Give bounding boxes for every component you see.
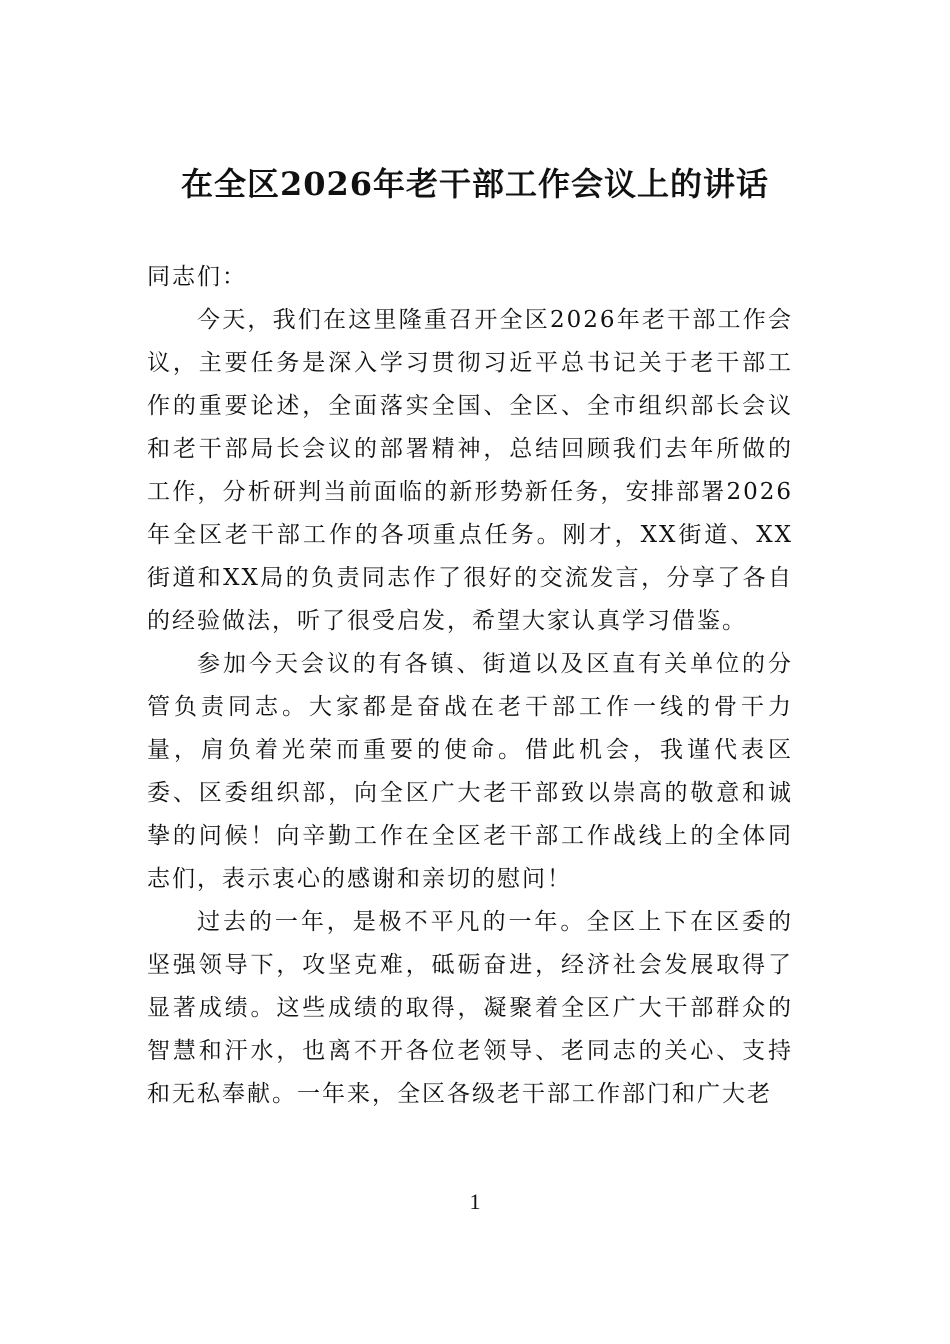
salutation: 同志们：: [147, 264, 247, 290]
paragraph-review: 过去的一年，是极不平凡的一年。全区上下在区委的坚强领导下，攻坚克难，砥砺奋进，经济社会发展取得了显著成绩。这些成绩的取得，凝聚着全区广大干部群众的智慧和汗水，也离不开各位老领导、老同志的关心、支持和无私奉献。一年来，全区各级老干部工作部门和广大老: [147, 909, 793, 1107]
paragraph-opening: 今天，我们在这里隆重召开全区2026年老干部工作会议，主要任务是深入学习贯彻习近平总书记关于老干部工作的重要论述，全面落实全国、全区、全市组织部长会议和老干部局长会议的部署精神，总结回顾我们去年所做的工作，分析研判当前面临的新形势新任务，安排部署2026年全区老干部工作的各项重点任务。刚才，XX街道、XX街道和XX局的负责同志作了很好的交流发言，分享了各自的经验做法，听了很受启发，希望大家认真学习借鉴。: [147, 307, 793, 634]
paragraph-attendees: 参加今天会议的有各镇、街道以及区直有关单位的分管负责同志。大家都是奋战在老干部工作一线的骨干力量，肩负着光荣而重要的使命。借此机会，我谨代表区委、区委组织部，向全区广大老干部致以崇高的敬意和诚挚的问候！向辛勤工作在全区老干部工作战线上的全体同志们，表示衷心的感谢和亲切的慰问！: [147, 651, 793, 892]
document-body: [147, 256, 793, 1116]
page-number: 1: [469, 1189, 481, 1214]
document-title: 在全区2026年老干部工作会议上的讲话: [180, 165, 770, 203]
